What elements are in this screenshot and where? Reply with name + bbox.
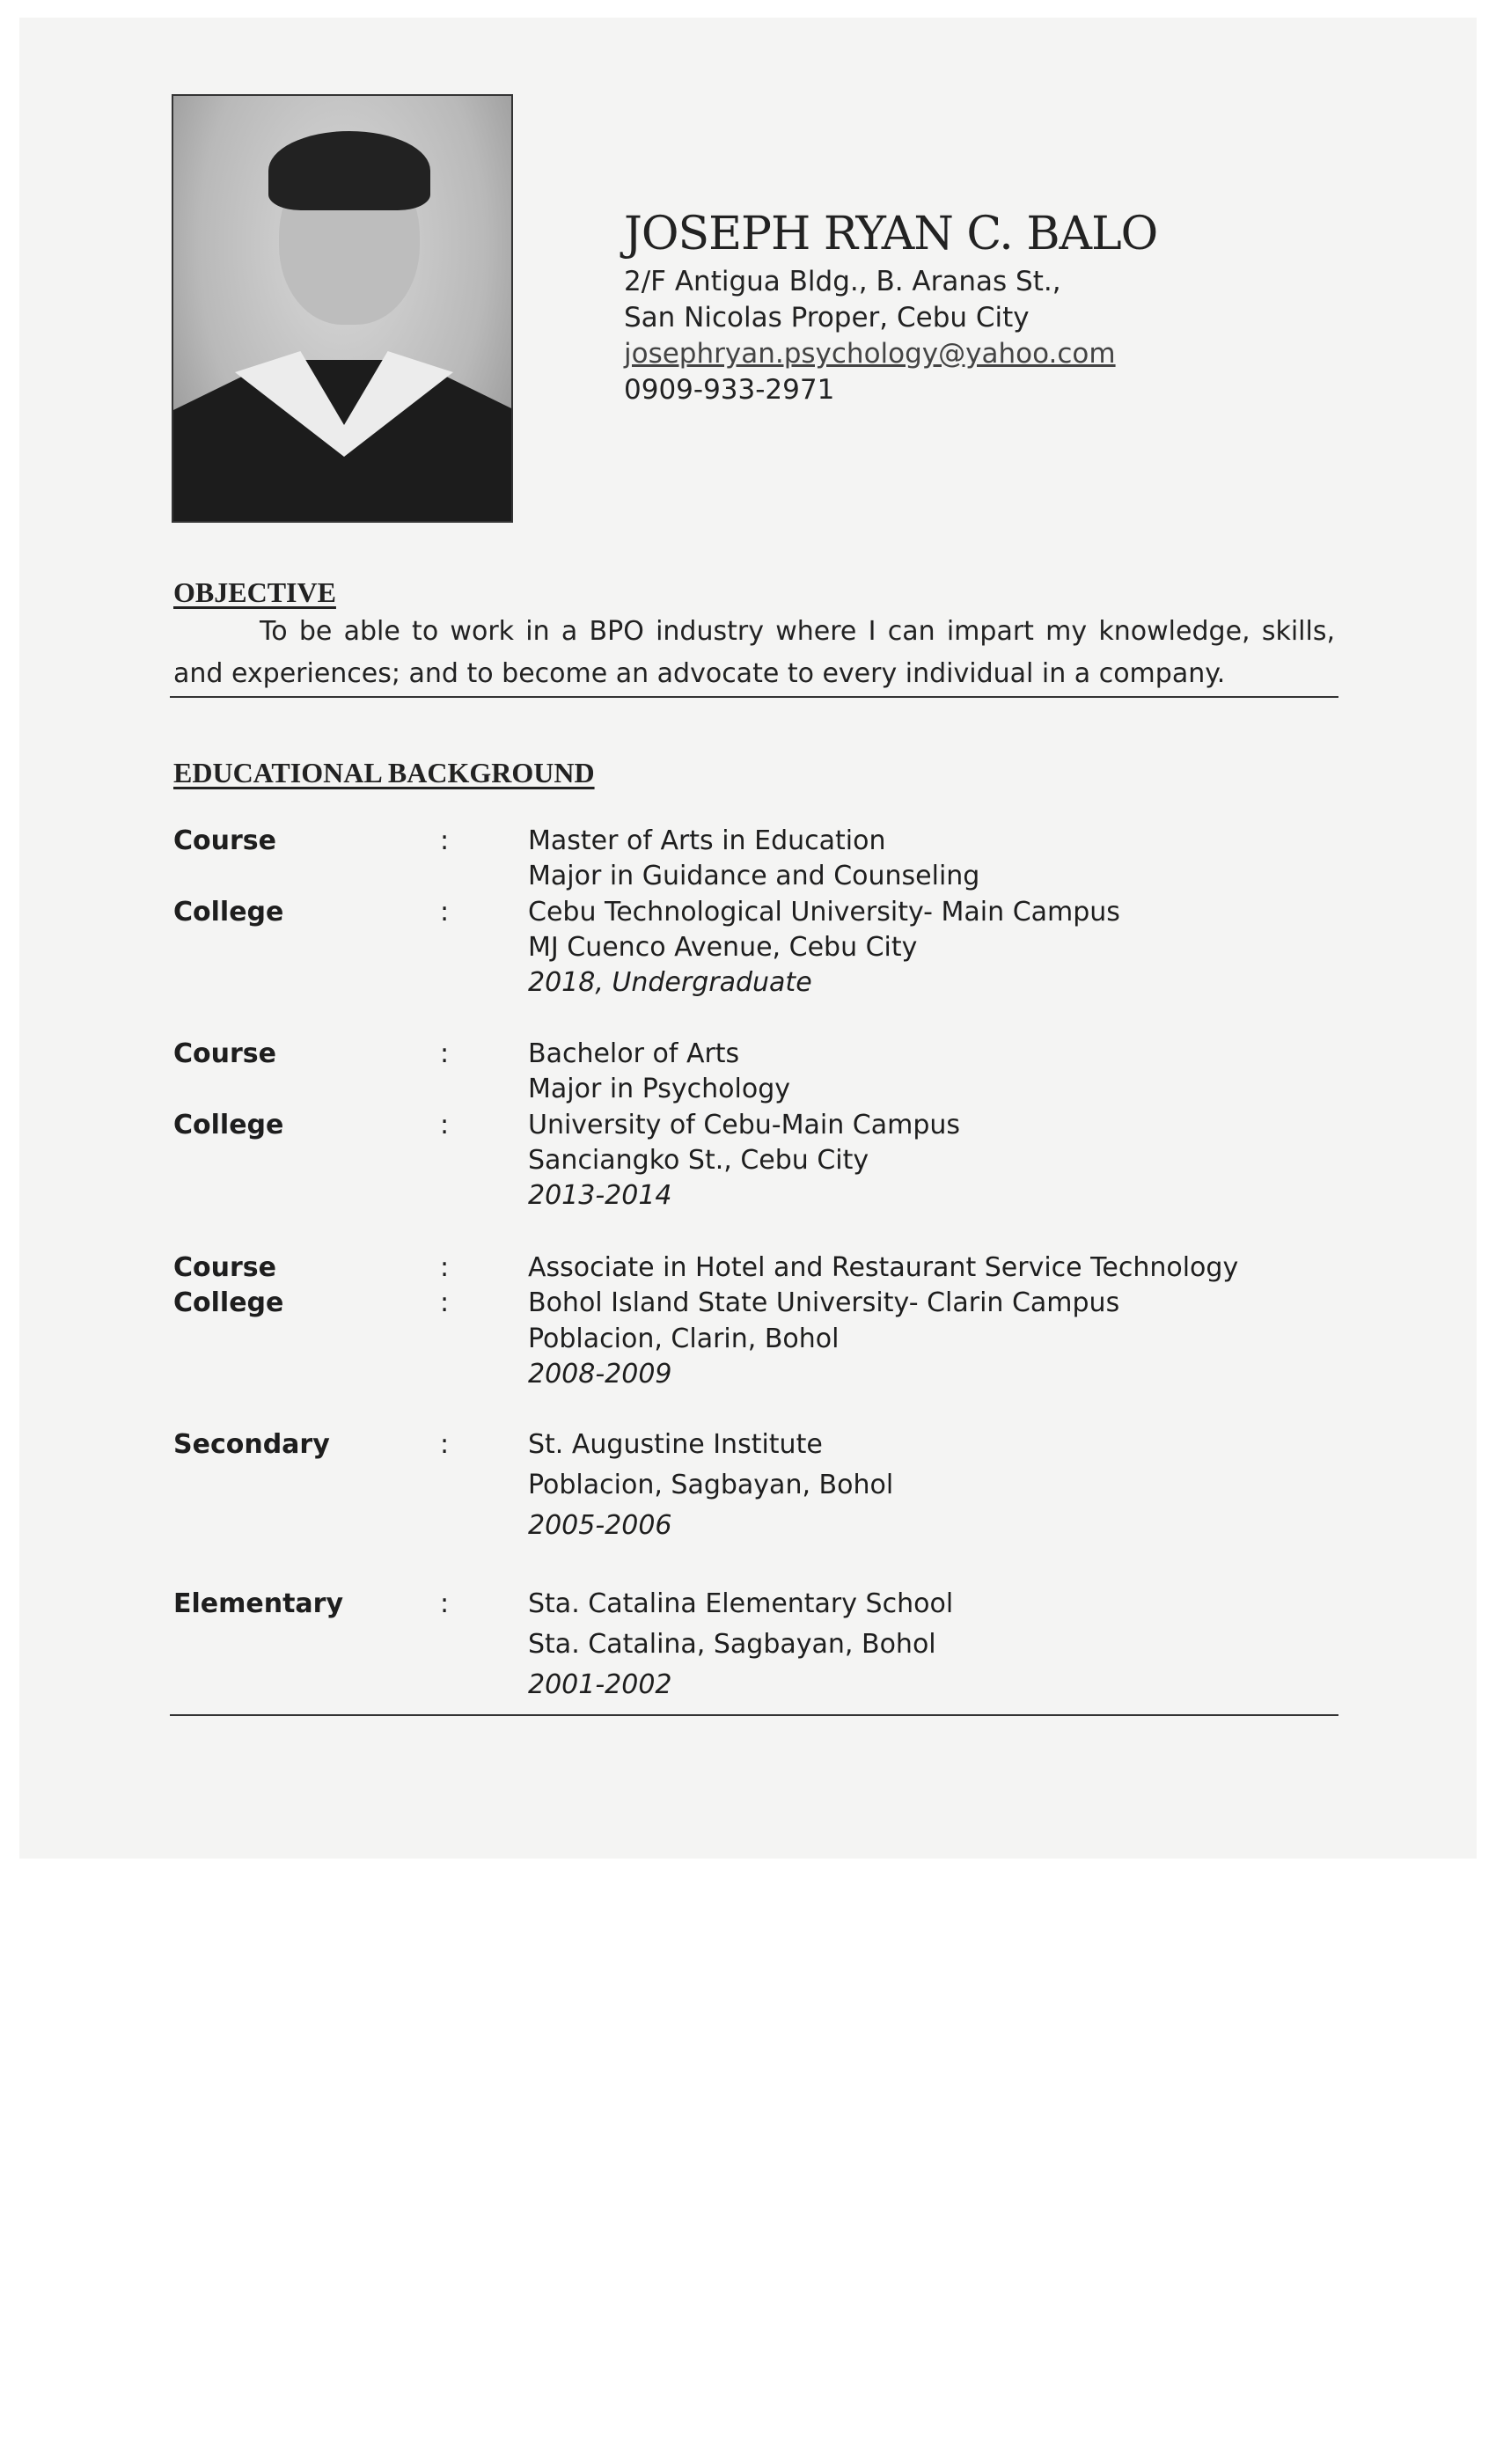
colon-separator: : — [440, 825, 450, 856]
divider — [170, 696, 1338, 698]
education-value: 2018, Undergraduate — [528, 967, 812, 998]
objective-text: To be able to work in a BPO industry where I can impart my knowledge, skills, and experiences; and to become an advocate to every individual in a company. — [173, 616, 1335, 689]
colon-separator: : — [440, 1588, 450, 1619]
colon-separator: : — [440, 1038, 450, 1069]
education-value: Bachelor of Arts — [528, 1038, 740, 1069]
education-value: Cebu Technological University- Main Campus — [528, 897, 1120, 928]
address-line-2: San Nicolas Proper, Cebu City — [624, 302, 1030, 334]
divider — [170, 1714, 1338, 1716]
phone-number: 0909-933-2971 — [624, 374, 835, 406]
objective-heading: OBJECTIVE — [173, 576, 336, 608]
education-value: Associate in Hotel and Restaurant Service Technology — [528, 1252, 1239, 1283]
education-value: Bohol Island State University- Clarin Campus — [528, 1287, 1120, 1318]
education-label: College — [173, 897, 284, 928]
education-value: Master of Arts in Education — [528, 825, 886, 856]
education-label: College — [173, 1287, 284, 1318]
education-value: Poblacion, Sagbayan, Bohol — [528, 1470, 894, 1500]
education-value: Major in Guidance and Counseling — [528, 861, 980, 891]
education-label: Elementary — [173, 1588, 344, 1619]
education-value: 2008-2009 — [528, 1359, 672, 1390]
education-value: 2001-2002 — [528, 1669, 672, 1700]
education-value: St. Augustine Institute — [528, 1429, 823, 1460]
address-line-1: 2/F Antigua Bldg., B. Aranas St., — [624, 266, 1061, 297]
education-label: Course — [173, 1038, 276, 1069]
education-value: University of Cebu-Main Campus — [528, 1110, 961, 1140]
colon-separator: : — [440, 1429, 450, 1460]
email-link[interactable]: josephryan.psychology@yahoo.com — [624, 338, 1116, 370]
education-value: 2005-2006 — [528, 1510, 672, 1541]
education-value: 2013-2014 — [528, 1180, 672, 1211]
education-heading: EDUCATIONAL BACKGROUND — [173, 757, 595, 788]
colon-separator: : — [440, 1287, 450, 1318]
education-value: Major in Psychology — [528, 1074, 791, 1104]
education-label: Course — [173, 1252, 276, 1283]
education-value: Sta. Catalina, Sagbayan, Bohol — [528, 1629, 936, 1660]
colon-separator: : — [440, 1252, 450, 1283]
education-value: MJ Cuenco Avenue, Cebu City — [528, 932, 918, 963]
education-label: College — [173, 1110, 284, 1140]
colon-separator: : — [440, 897, 450, 928]
colon-separator: : — [440, 1110, 450, 1140]
education-value: Sanciangko St., Cebu City — [528, 1145, 869, 1176]
applicant-name: JOSEPH RYAN C. BALO — [624, 208, 1158, 260]
education-value: Sta. Catalina Elementary School — [528, 1588, 954, 1619]
education-label: Secondary — [173, 1429, 330, 1460]
education-label: Course — [173, 825, 276, 856]
education-value: Poblacion, Clarin, Bohol — [528, 1324, 840, 1354]
profile-photo — [172, 94, 513, 523]
